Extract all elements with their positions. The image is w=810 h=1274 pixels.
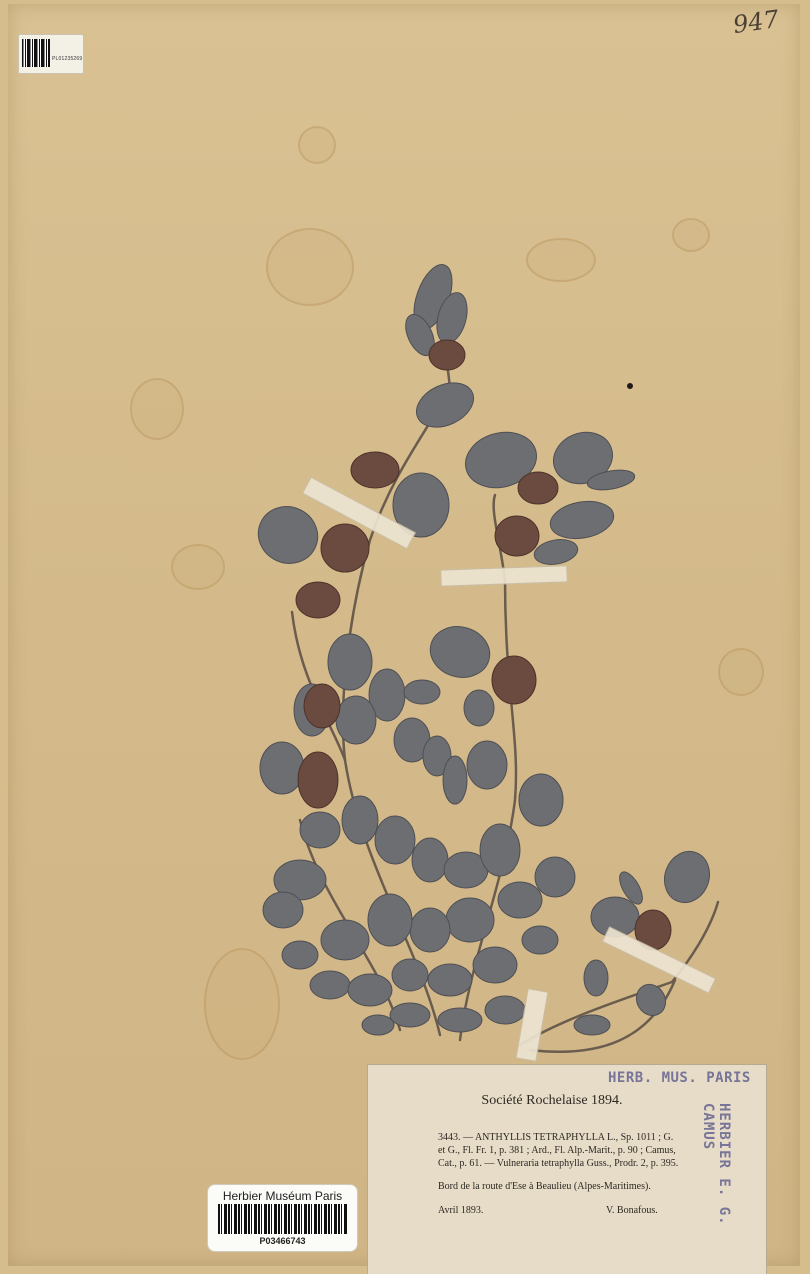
herbarium-stamp-vertical: HERBIER E. G. CAMUS: [700, 1103, 732, 1226]
qr-code-text: PL01235269: [52, 56, 83, 62]
barcode-title: Herbier Muséum Paris: [222, 1189, 343, 1203]
label-title: Société Rochelaise 1894.: [481, 1093, 623, 1108]
label-species-entry: [438, 1131, 712, 1170]
barcode-number: P03466743: [259, 1236, 306, 1246]
barcode-label: [207, 1184, 358, 1252]
label-locality: Bord de la route d'Ese à Beaulieu (Alpes-Maritimes).: [438, 1181, 651, 1192]
label-entry-line: 3443. — ANTHYLLIS TETRAPHYLLA L., Sp. 1011 ; G.: [438, 1132, 674, 1143]
herbarium-stamp: HERB. MUS. PARIS: [608, 1070, 751, 1086]
barcode-icon: [218, 1204, 347, 1234]
label-date: Avril 1893.: [438, 1205, 484, 1216]
label-collector: V. Bonafous.: [606, 1205, 658, 1216]
label-entry-line: Cat., p. 61. — Vulneraria tetraphylla Guss., Prodr. 2, p. 395.: [438, 1158, 679, 1169]
debris-speck: [627, 383, 633, 389]
herbarium-label: [367, 1064, 767, 1274]
label-entry-line: et G., Fl. Fr. 1, p. 381 ; Ard., Fl. Alp.-Marit., p. 90 ; Camus,: [438, 1145, 676, 1156]
handwritten-number: 947: [731, 4, 781, 40]
